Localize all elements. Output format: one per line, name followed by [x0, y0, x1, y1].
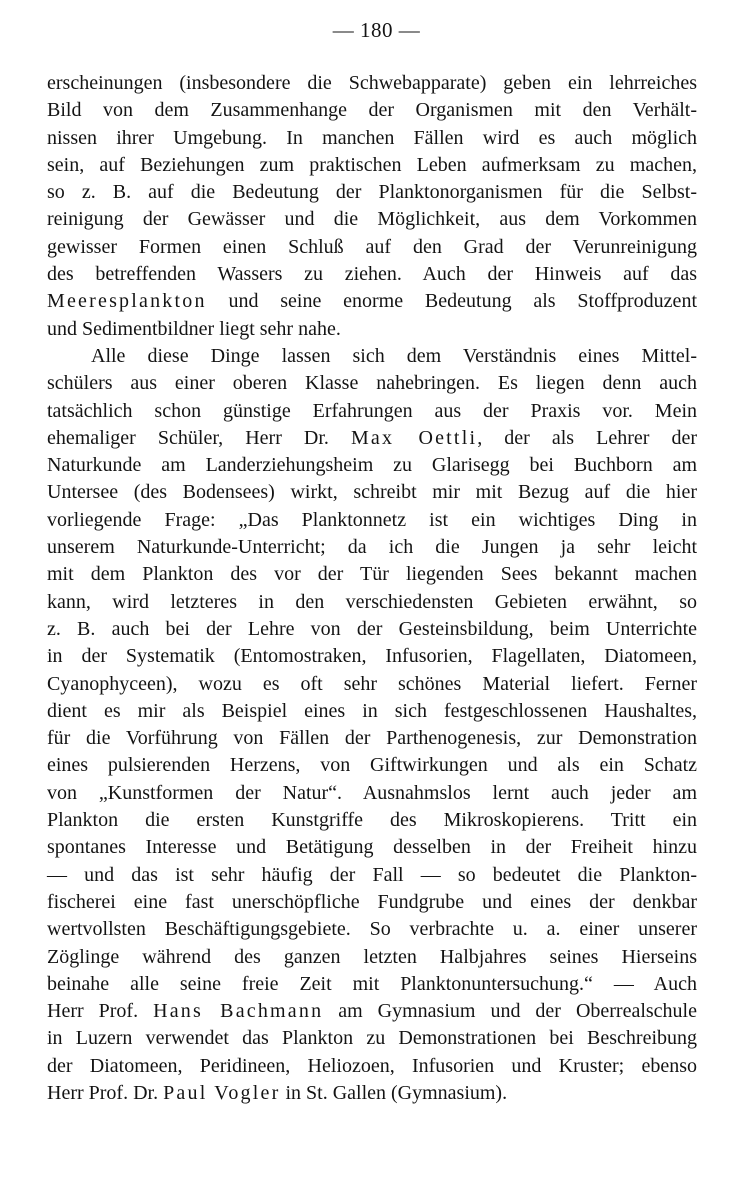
text-line: der Diatomeen, Peridineen, Heliozoen, Infusorien und Kruster; ebenso [47, 1054, 697, 1077]
text-line: Bild von dem Zusammenhange der Organismen mit den Verhält- [47, 99, 697, 122]
text-line: gewisser Formen einen Schluß auf den Grad der Verunreinigung [47, 235, 697, 258]
spaced-name: Paul Vogler [163, 1081, 281, 1104]
text-line: in Luzern verwendet das Plankton zu Demonstrationen bei Beschreibung [47, 1027, 697, 1050]
text-line: und Sedimentbildner liegt sehr nahe. [47, 317, 341, 340]
text-line: wertvollsten Beschäftigungsgebiete. So verbrachte u. a. einer unserer [47, 918, 697, 941]
text-line: tatsächlich schon günstige Erfahrungen aus der Praxis vor. Mein [47, 399, 697, 422]
text-line: Zöglinge während des ganzen letzten Halbjahres seines Hierseins [47, 945, 697, 968]
text-line: mit dem Plankton des vor der Tür liegenden Sees bekannt machen [47, 563, 697, 586]
text-line: für die Vorführung von Fällen der Parthenogenesis, zur Demonstration [47, 727, 697, 750]
text-line: kann, wird letzteres in den verschiedensten Gebieten erwähnt, so [47, 590, 697, 613]
text-line: Alle diese Dinge lassen sich dem Verständnis eines Mittel- [91, 344, 697, 367]
text-line: reinigung der Gewässer und die Möglichkeit, aus dem Vorkommen [47, 208, 697, 231]
text-line: unserem Naturkunde-Unterricht; da ich die Jungen ja sehr leicht [47, 536, 697, 559]
text-line [47, 288, 697, 315]
text-line: z. B. auch bei der Lehre von der Gesteinsbildung, beim Unterrichte [47, 617, 697, 640]
text-line: nissen ihrer Umgebung. In manchen Fällen wird es auch möglich [47, 126, 697, 149]
text-line: schülers aus einer oberen Klasse nahebringen. Es liegen denn auch [47, 372, 697, 395]
page-number: — 180 — [332, 18, 421, 42]
text-line: — und das ist sehr häufig der Fall — so bedeutet die Plankton- [47, 863, 697, 886]
text-line: eines pulsierenden Herzens, von Giftwirkungen und als ein Schatz [47, 754, 697, 777]
text-line: beinahe alle seine freie Zeit mit Planktonuntersuchung.“ — Auch [47, 972, 697, 995]
text-line: Plankton die ersten Kunstgriffe des Mikroskopierens. Tritt ein [47, 809, 697, 832]
text-line: sein, auf Beziehungen zum praktischen Leben aufmerksam zu machen, [47, 153, 697, 176]
text-line: so z. B. auf die Bedeutung der Planktonorganismen für die Selbst- [47, 181, 697, 204]
spaced-name: Meeresplankton [47, 290, 207, 313]
text-segment: ehemaliger Schüler, Herr Dr. [47, 426, 351, 449]
body-text [47, 70, 697, 1107]
text-line: erscheinungen (insbesondere die Schwebapparate) geben ein lehrreiches [47, 72, 697, 94]
text-segment: und seine enorme Bedeutung als Stoffproduzent [206, 290, 697, 313]
text-segment: Herr Prof. [47, 1000, 154, 1023]
text-line: Untersee (des Bodensees) wirkt, schreibt mir mit Bezug auf die hier [47, 481, 697, 504]
spaced-name: Hans Bachmann [153, 1000, 324, 1023]
text-line: fischerei eine fast unerschöpfliche Fundgrube und eines der denkbar [47, 890, 697, 913]
text-segment: in St. Gallen (Gymnasium). [280, 1081, 508, 1104]
text-line: Naturkunde am Landerziehungsheim zu Glarisegg bei Buchborn am [47, 454, 697, 477]
text-line: dient es mir als Beispiel eines in sich festgeschlossenen Haushaltes, [47, 699, 697, 722]
text-line [47, 425, 697, 452]
text-segment: am Gymnasium und der Oberrealschule [323, 1000, 697, 1023]
text-segment: Herr Prof. Dr. [47, 1081, 164, 1104]
text-line [47, 998, 697, 1025]
text-line: von „Kunstformen der Natur“. Ausnahmslos lernt auch jeder am [47, 781, 697, 804]
text-line: in der Systematik (Entomostraken, Infusorien, Flagellaten, Diatomeen, [47, 645, 697, 668]
text-line: Cyanophyceen), wozu es oft sehr schönes Material liefert. Ferner [47, 672, 697, 695]
spaced-name: Max Oettli [350, 426, 478, 449]
text-line: des betreffenden Wassers zu ziehen. Auch der Hinweis auf das [47, 263, 697, 286]
text-segment: , der als Lehrer der [477, 426, 697, 449]
text-line: spontanes Interesse und Betätigung desselben in der Freiheit hinzu [47, 836, 697, 859]
text-line [47, 1080, 697, 1107]
text-line: vorliegende Frage: „Das Planktonnetz ist ein wichtiges Ding in [47, 508, 697, 531]
